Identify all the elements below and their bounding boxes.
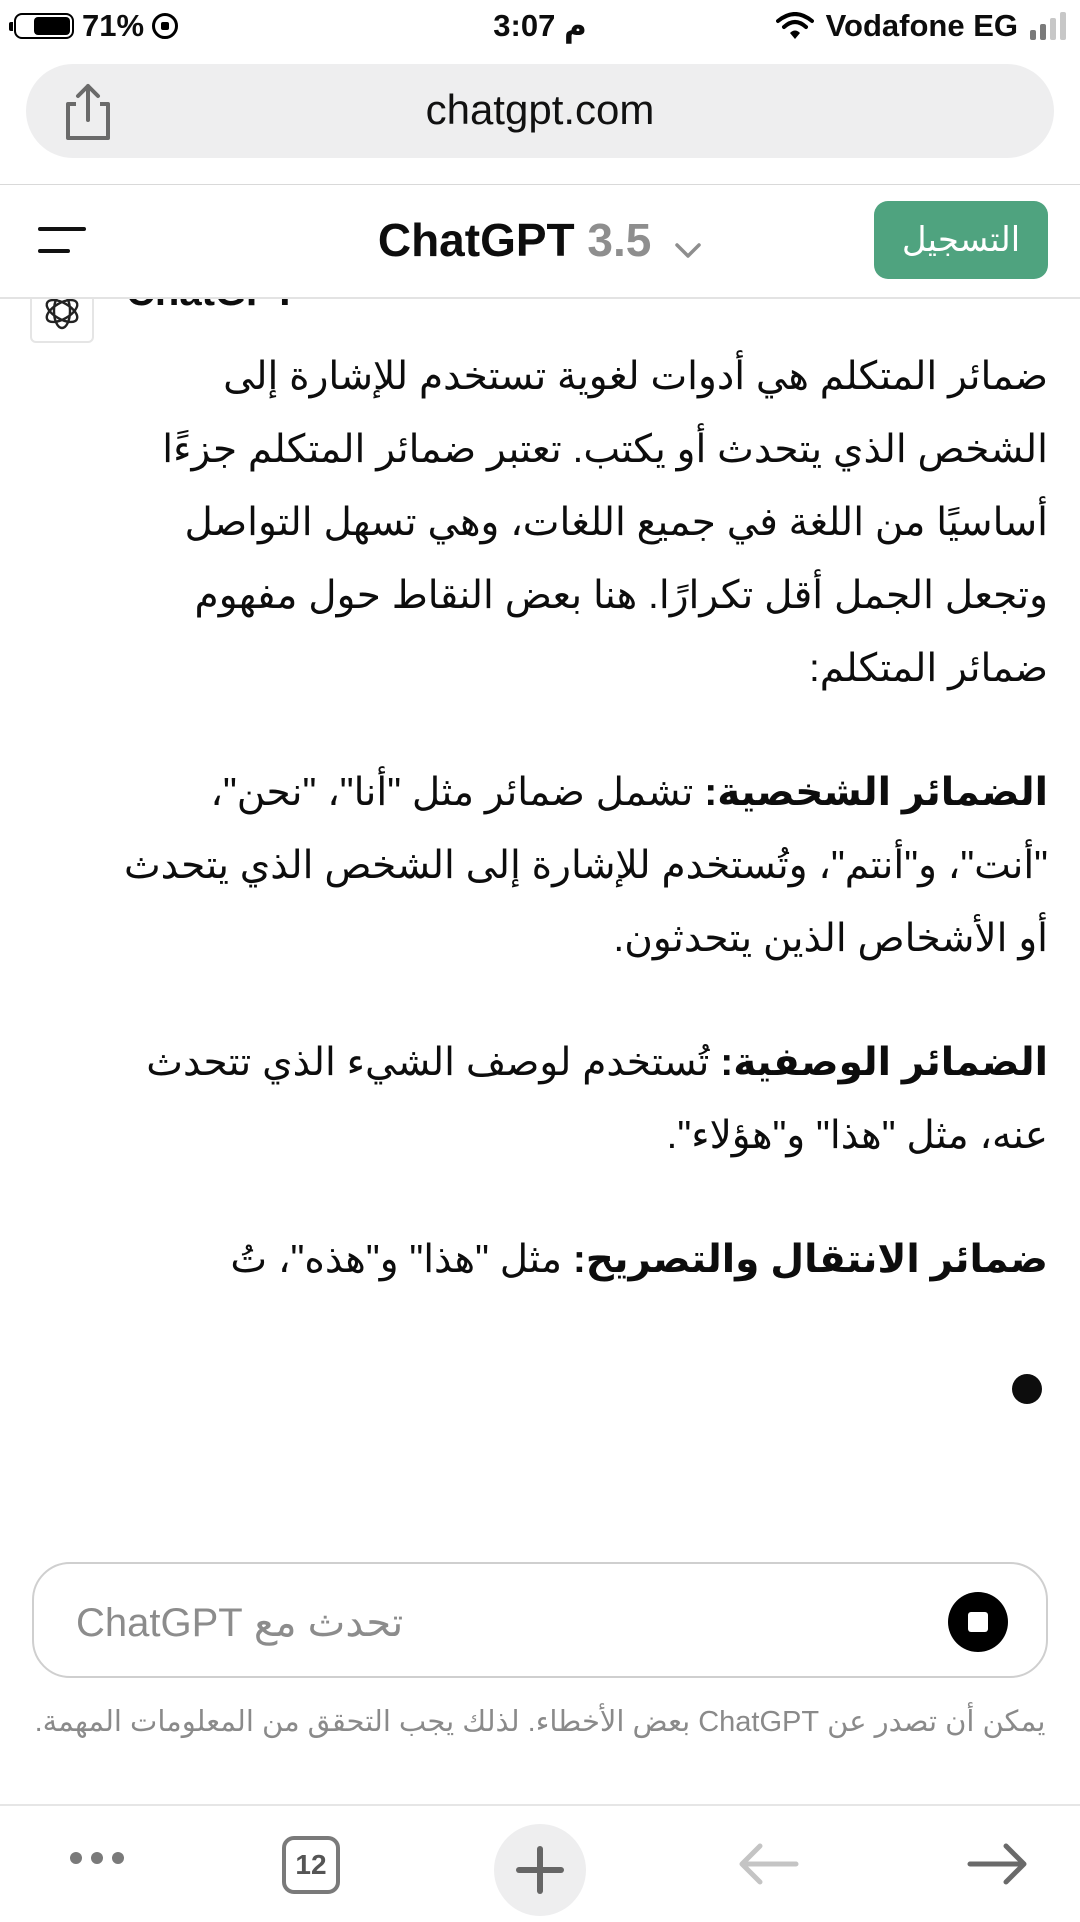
more-icon[interactable] <box>70 1852 124 1864</box>
model-version: 3.5 <box>587 214 652 266</box>
tabs-icon[interactable]: 12 <box>282 1836 340 1894</box>
message-point <box>110 1026 1048 1172</box>
plus-icon[interactable] <box>494 1824 586 1916</box>
message-point <box>110 756 1048 975</box>
signup-button[interactable]: التسجيل <box>874 201 1048 279</box>
signal-icon <box>1030 12 1066 40</box>
chevron-down-icon <box>674 217 702 271</box>
assistant-message <box>110 340 1048 1347</box>
streaming-indicator <box>1012 1374 1042 1404</box>
status-bar <box>0 0 1080 56</box>
wifi-icon <box>776 12 814 40</box>
message-input[interactable] <box>74 1592 918 1654</box>
point-heading: الضمائر الوصفية: <box>720 1041 1048 1084</box>
url-text[interactable]: chatgpt.com <box>425 86 655 133</box>
browser-toolbar <box>0 1804 1080 1922</box>
composer <box>32 1562 1048 1678</box>
disclaimer-text: يمكن أن تصدر عن ChatGPT بعض الأخطاء. لذلك يجب التحقق من المعلومات المهمة. <box>34 1706 1046 1738</box>
point-text: تشمل ضمائر مثل "أنا"، "نحن"، "أنت"، و"أنتم"، وتُستخدم للإشارة إلى الشخص الذي يتحدث أو الأشخاص الذين يتحدثون. <box>123 771 1048 960</box>
status-time: 3:07 م <box>493 8 587 43</box>
message-point <box>110 1223 1048 1296</box>
message-intro: ضمائر المتكلم هي أدوات لغوية تستخدم للإشارة إلى الشخص الذي يتحدث أو يكتب. تعتبر ضمائر المتكلم جزءًا أساسيًا من اللغة في جميع اللغات، وهي تسهل التواصل وتجعل الجمل أقل تكرارًا. هنا بعض النقاط حول مفهوم ضمائر المتكلم: <box>162 355 1048 690</box>
forward-arrow-icon[interactable] <box>966 1842 1030 1891</box>
model-name: ChatGPT <box>377 214 575 266</box>
point-text: تُستخدم لوصف الشيء الذي تتحدث عنه، مثل "هذا" و"هؤلاء". <box>146 1041 1048 1157</box>
point-heading: ضمائر الانتقال والتصريح: <box>572 1238 1048 1281</box>
stop-icon[interactable] <box>948 1592 1008 1652</box>
battery-percent: 71% <box>82 8 145 43</box>
point-text: مثل "هذا" و"هذه"، تُ <box>230 1238 573 1281</box>
status-right <box>776 8 1066 44</box>
point-heading: الضمائر الشخصية: <box>704 771 1048 814</box>
address-bar[interactable] <box>26 64 1054 158</box>
carrier-name: Vodafone EG <box>825 8 1018 43</box>
back-arrow-icon[interactable] <box>736 1842 800 1891</box>
app-header <box>0 185 1080 299</box>
